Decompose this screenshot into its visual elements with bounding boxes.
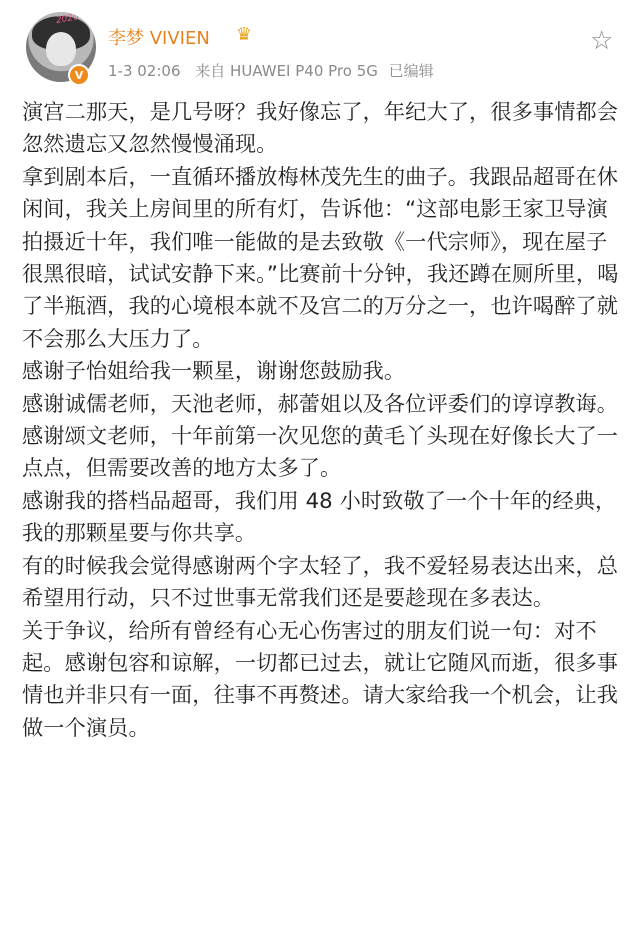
post-paragraph: 关于争议，给所有曾经有心无心伤害过的朋友们说一句：对不起。感谢包容和谅解，一切都已过去，就让它随风而逝，很多事情也并非只有一面，往事不再赘述。请大家给我一个机会，让我做一个演员。 — [22, 617, 619, 740]
crown-icon: ♛ — [236, 24, 253, 45]
avatar-badge: 2020 — [55, 12, 80, 26]
post-paragraph: 感谢诚儒老师，天池老师，郝蕾姐以及各位评委们的谆谆教诲。 — [22, 390, 619, 416]
avatar-face — [46, 32, 76, 66]
post-meta — [108, 60, 444, 81]
post-content — [22, 96, 622, 744]
post-paragraph: 感谢我的搭档品超哥，我们用 48 小时致敬了一个十年的经典，我的那颗星要与你共享。 — [22, 487, 617, 546]
post-paragraph: 演宫二那天，是几号呀？我好像忘了，年纪大了，很多事情都会忽然遗忘又忽然慢慢涌现。 — [22, 99, 619, 157]
timestamp: 1-3 02:06 — [108, 62, 181, 80]
verified-badge-icon: V — [68, 64, 90, 86]
favorite-star-icon[interactable]: ☆ — [590, 26, 614, 56]
post-paragraph: 感谢颂文老师，十年前第一次见您的黄毛丫头现在好像长大了一点点，但需要改善的地方太多了。 — [22, 423, 619, 481]
post-header — [0, 0, 640, 92]
post-paragraph: 感谢子怡姐给我一颗星，谢谢您鼓励我。 — [22, 358, 406, 384]
username-link[interactable]: 李梦 VIVIEN — [108, 28, 210, 49]
post-source: 来自 HUAWEI P40 Pro 5G — [195, 62, 378, 80]
post-paragraph: 有的时候我会觉得感谢两个字太轻了，我不爱轻易表达出来，总希望用行动，只不过世事无常我们还是要趁现在多表达。 — [22, 552, 619, 611]
edited-label: 已编辑 — [388, 62, 434, 80]
post-paragraph: 拿到剧本后，一直循环播放梅林茂先生的曲子。我跟品超哥在休闲间，我关上房间里的所有灯，告诉他：“这部电影王家卫导演拍摄近十年，我们唯一能做的是去致敬《一代宗师》，现在屋子很黑很暗，试试安静下来。”比赛前十分钟，我还蹲在厕所里，喝了半瓶酒，我的心境根本就不及宫二的万分之一，也许喝醉了就不会那么大压力了。 — [22, 163, 619, 351]
